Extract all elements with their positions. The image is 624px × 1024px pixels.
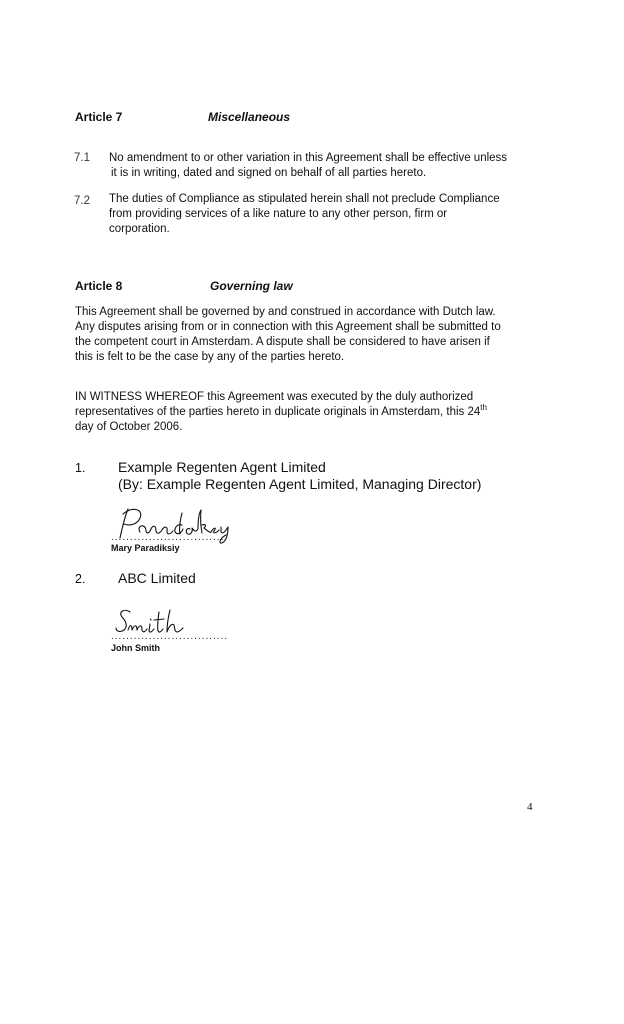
party-1-name: Example Regenten Agent Limited: [118, 459, 326, 475]
witness-paragraph: [75, 390, 487, 435]
article-8-paragraph: [75, 305, 501, 365]
signature-line: ..............................: [111, 532, 225, 543]
paragraph-line: Any disputes arising from or in connection with this Agreement shall be submitted to: [75, 321, 501, 333]
party-1-number: 1.: [75, 461, 86, 475]
party-1-detail: (By: Example Regenten Agent Limited, Managing Director): [118, 476, 482, 492]
clause-7-1-text: [109, 151, 507, 181]
clause-line: from providing services of a like nature to any other person, firm or: [109, 208, 448, 220]
clause-line: it is in writing, dated and signed on behalf of all parties hereto.: [111, 167, 427, 179]
party-2-name: ABC Limited: [118, 570, 196, 586]
signature-line: ...............................: [111, 631, 229, 642]
paragraph-line: the competent court in Amsterdam. A dispute shall be considered to have arisen if: [75, 336, 490, 348]
witness-line: [75, 405, 487, 420]
paragraph-line: this is felt to be the case by any of the parties hereto.: [75, 351, 345, 363]
clause-7-2-text: [109, 192, 500, 237]
article-7-title: Miscellaneous: [208, 110, 291, 124]
article-8-title: Governing law: [210, 279, 293, 293]
article-8-number: Article 8: [75, 279, 123, 293]
clause-line: The duties of Compliance as stipulated herein shall not preclude Compliance: [109, 193, 500, 205]
signer-name: Mary Paradiksiy: [111, 543, 180, 553]
party-2-number: 2.: [75, 572, 86, 586]
clause-7-1-number: 7.1: [74, 152, 90, 164]
party-1-block: [118, 459, 481, 493]
witness-line-text: representatives of the parties hereto in duplicate originals in Amsterdam, this 24: [75, 406, 481, 418]
witness-line: IN WITNESS WHEREOF this Agreement was executed by the duly authorized: [75, 391, 474, 403]
clause-line: corporation.: [109, 223, 170, 235]
witness-line: day of October 2006.: [75, 421, 183, 433]
ordinal-suffix: th: [480, 403, 487, 413]
clause-7-2-number: 7.2: [74, 195, 90, 207]
paragraph-line: This Agreement shall be governed by and construed in accordance with Dutch law.: [75, 306, 496, 318]
clause-line: No amendment to or other variation in this Agreement shall be effective unless: [109, 152, 508, 164]
article-7-number: Article 7: [75, 110, 123, 124]
signer-name: John Smith: [111, 643, 160, 653]
page-number: 4: [527, 801, 533, 813]
